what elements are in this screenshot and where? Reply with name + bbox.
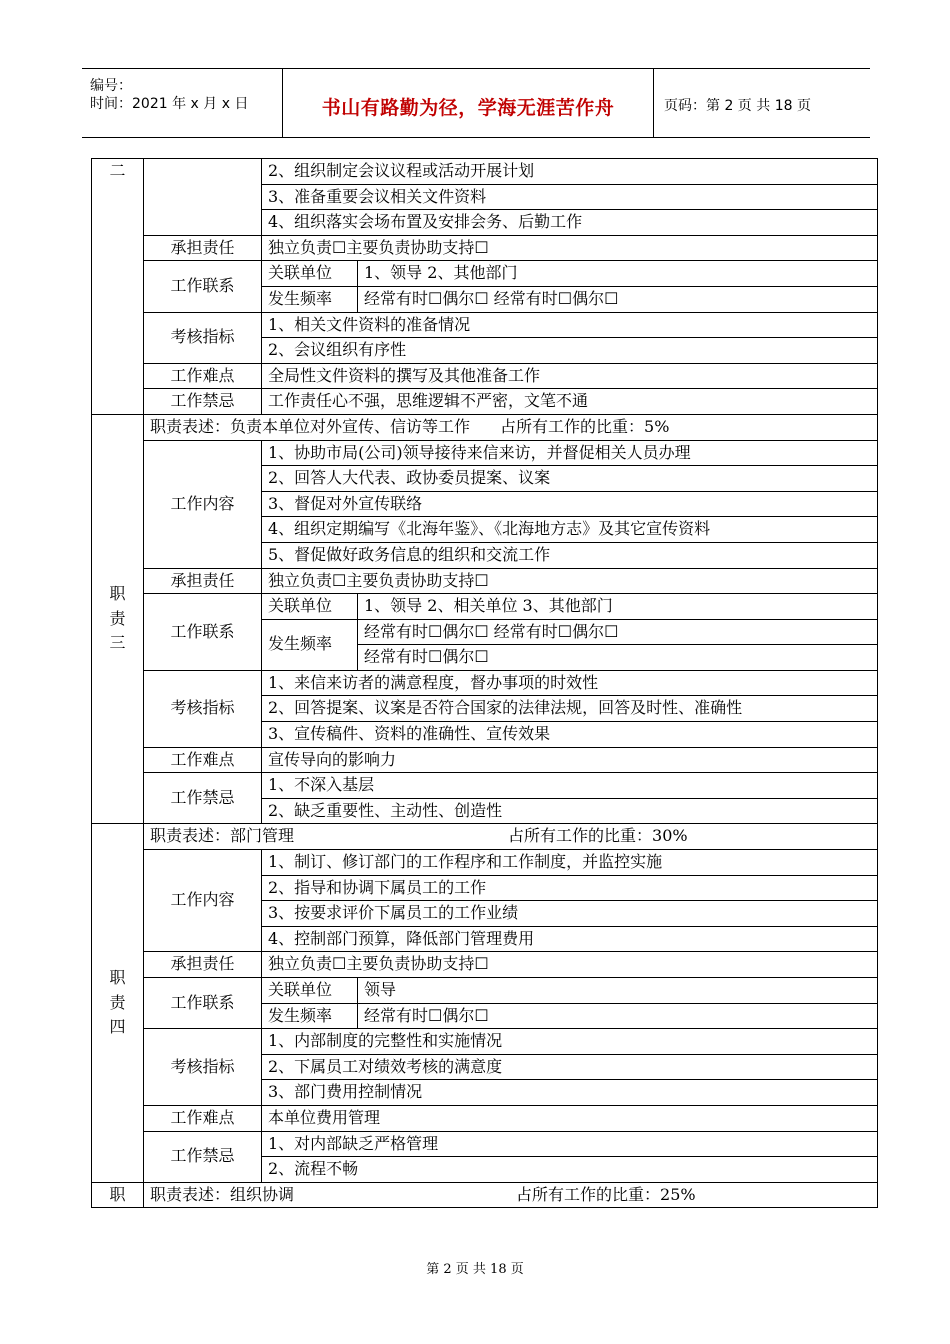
table-row <box>92 1029 878 1055</box>
table-row <box>92 261 878 287</box>
work-item: 4、组织定期编写《北海年鉴》、《北海地方志》及其它宣传资料 <box>262 517 878 543</box>
table-row <box>92 312 878 338</box>
duty-description: 职责表述：部门管理 <box>150 826 295 846</box>
contact-label: 工作联系 <box>144 261 262 312</box>
kpi-label: 考核指标 <box>144 670 262 747</box>
kpi-item: 3、宣传稿件、资料的准确性、宣传效果 <box>262 722 878 748</box>
responsibility-label: 承担责任 <box>144 235 262 261</box>
header-info-cell <box>82 69 283 137</box>
taboo-item: 1、对内部缺乏严格管理 <box>262 1131 878 1157</box>
related-units-value: 1、领导 2、相关单位 3、其他部门 <box>358 594 878 620</box>
related-units-value: 领导 <box>358 978 878 1004</box>
table-row <box>92 952 878 978</box>
section-label-2: 二 <box>92 159 144 415</box>
related-units-label: 关联单位 <box>262 978 358 1004</box>
section-label-4: 职 责 四 <box>92 824 144 1182</box>
duty-description: 职责表述：组织协调 <box>150 1184 295 1204</box>
frequency-value: 经常有时☐偶尔☐ 经常有时☐偶尔☐ <box>358 286 878 312</box>
empty-label-cell <box>144 159 262 236</box>
taboo-item: 1、不深入基层 <box>262 773 878 799</box>
table-row <box>92 568 878 594</box>
table-row <box>92 773 878 799</box>
frequency-label: 发生频率 <box>262 619 358 670</box>
table-row <box>92 414 878 440</box>
work-item: 4、控制部门预算，降低部门管理费用 <box>262 926 878 952</box>
taboo-label: 工作禁忌 <box>144 1131 262 1182</box>
table-row <box>92 235 878 261</box>
responsibility-label: 承担责任 <box>144 952 262 978</box>
taboo-item: 2、流程不畅 <box>262 1157 878 1183</box>
difficulty-label: 工作难点 <box>144 363 262 389</box>
kpi-item: 1、相关文件资料的准备情况 <box>262 312 878 338</box>
taboo-label: 工作禁忌 <box>144 389 262 415</box>
duty-description-row <box>144 824 878 850</box>
responsibility-value: 独立负责☐主要负责协助支持☐ <box>262 952 878 978</box>
table-row <box>92 389 878 415</box>
work-item: 3、按要求评价下属员工的工作业绩 <box>262 901 878 927</box>
work-item: 4、组织落实会场布置及安排会务、后勤工作 <box>262 210 878 236</box>
kpi-label: 考核指标 <box>144 312 262 363</box>
frequency-value: 经常有时☐偶尔☐ <box>358 645 878 671</box>
work-item: 5、督促做好政务信息的组织和交流工作 <box>262 542 878 568</box>
document-time: 时间：2021 年 x 月 x 日 <box>90 96 249 112</box>
page-footer: 第 2 页 共 18 页 <box>426 1262 524 1277</box>
table-row <box>92 440 878 466</box>
header-motto-cell <box>283 69 654 137</box>
difficulty-label: 工作难点 <box>144 747 262 773</box>
taboo-label: 工作禁忌 <box>144 773 262 824</box>
table-row <box>92 594 878 620</box>
kpi-item: 2、会议组织有序性 <box>262 338 878 364</box>
kpi-label: 考核指标 <box>144 1029 262 1106</box>
duty-description-row <box>144 414 878 440</box>
work-item: 3、准备重要会议相关文件资料 <box>262 184 878 210</box>
related-units-label: 关联单位 <box>262 594 358 620</box>
kpi-item: 2、下属员工对绩效考核的满意度 <box>262 1054 878 1080</box>
duty-description: 职责表述：负责本单位对外宣传、信访等工作 <box>150 416 471 436</box>
work-content-label: 工作内容 <box>144 850 262 952</box>
responsibility-label: 承担责任 <box>144 568 262 594</box>
kpi-item: 1、内部制度的完整性和实施情况 <box>262 1029 878 1055</box>
taboo-value: 工作责任心不强，思维逻辑不严密，文笔不通 <box>262 389 878 415</box>
table-row <box>92 159 878 185</box>
frequency-value: 经常有时☐偶尔☐ <box>358 1003 878 1029</box>
table-row <box>92 1182 878 1208</box>
duty-weight: 占所有工作的比重：30% <box>508 826 688 846</box>
document-number: 编号： <box>90 78 132 94</box>
section-label-5: 职 <box>92 1182 144 1208</box>
section-label-3: 职 责 三 <box>92 414 144 824</box>
header-page-cell <box>654 69 870 137</box>
table-row <box>92 747 878 773</box>
duty-description-row <box>144 1182 878 1208</box>
duty-table <box>91 158 878 1208</box>
work-item: 1、制订、修订部门的工作程序和工作制度，并监控实施 <box>262 850 878 876</box>
table-row <box>92 850 878 876</box>
table-row <box>92 363 878 389</box>
kpi-item: 2、回答提案、议案是否符合国家的法律法规，回答及时性、准确性 <box>262 696 878 722</box>
difficulty-value: 本单位费用管理 <box>262 1105 878 1131</box>
taboo-item: 2、缺乏重要性、主动性、创造性 <box>262 798 878 824</box>
duty-weight: 占所有工作的比重：5% <box>500 416 670 436</box>
contact-label: 工作联系 <box>144 594 262 671</box>
frequency-label: 发生频率 <box>262 1003 358 1029</box>
responsibility-value: 独立负责☐主要负责协助支持☐ <box>262 235 878 261</box>
work-item: 2、回答人大代表、政协委员提案、议案 <box>262 466 878 492</box>
difficulty-value: 宣传导向的影响力 <box>262 747 878 773</box>
table-row <box>92 670 878 696</box>
table-row <box>92 824 878 850</box>
page-header <box>82 68 870 138</box>
related-units-value: 1、领导 2、其他部门 <box>358 261 878 287</box>
difficulty-label: 工作难点 <box>144 1105 262 1131</box>
header-motto: 书山有路勤为径，学海无涯苦作舟 <box>321 97 615 119</box>
kpi-item: 3、部门费用控制情况 <box>262 1080 878 1106</box>
kpi-item: 1、来信来访者的满意程度，督办事项的时效性 <box>262 670 878 696</box>
responsibility-value: 独立负责☐主要负责协助支持☐ <box>262 568 878 594</box>
page-number: 页码：第 2 页 共 18 页 <box>664 98 811 114</box>
frequency-value: 经常有时☐偶尔☐ 经常有时☐偶尔☐ <box>358 619 878 645</box>
work-item: 2、指导和协调下属员工的工作 <box>262 875 878 901</box>
contact-label: 工作联系 <box>144 978 262 1029</box>
table-row <box>92 1131 878 1157</box>
work-item: 1、协助市局(公司)领导接待来信来访，并督促相关人员办理 <box>262 440 878 466</box>
difficulty-value: 全局性文件资料的撰写及其他准备工作 <box>262 363 878 389</box>
table-row <box>92 1105 878 1131</box>
duty-weight: 占所有工作的比重：25% <box>516 1184 696 1204</box>
table-row <box>92 978 878 1004</box>
work-item: 2、组织制定会议议程或活动开展计划 <box>262 159 878 185</box>
related-units-label: 关联单位 <box>262 261 358 287</box>
work-content-label: 工作内容 <box>144 440 262 568</box>
work-item: 3、督促对外宣传联络 <box>262 491 878 517</box>
frequency-label: 发生频率 <box>262 286 358 312</box>
